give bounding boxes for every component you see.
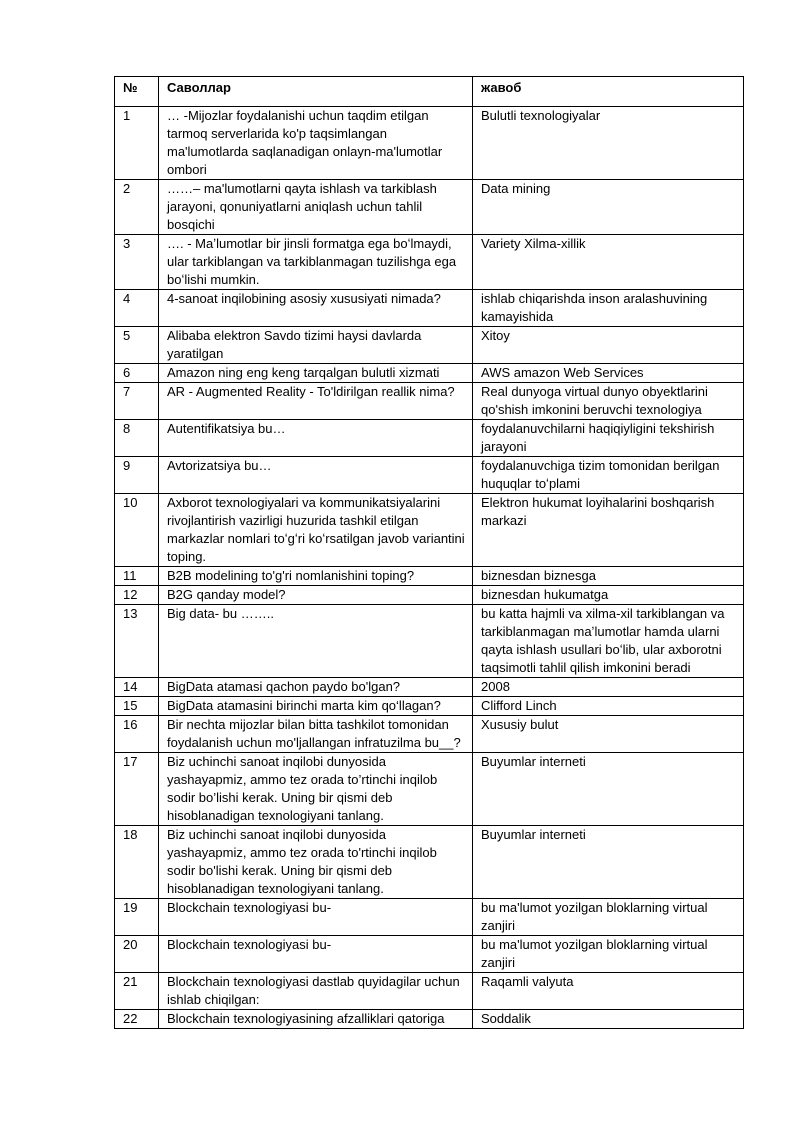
table-header xyxy=(115,77,744,107)
table-row xyxy=(115,973,744,1010)
table-row xyxy=(115,420,744,457)
table-row xyxy=(115,107,744,180)
row-answer: Xitoy xyxy=(473,327,744,364)
header-number: № xyxy=(115,77,159,107)
row-question: Biz uchinchi sanoat inqilobi dunyosida yashayapmiz, ammo tez orada to'rtinchi inqilob sodir bo'lishi kerak. Uning bir qismi deb hisoblanadigan texnologiyani tanlang. xyxy=(159,826,473,899)
table-row xyxy=(115,290,744,327)
row-number: 1 xyxy=(115,107,159,180)
row-question: B2G qanday model? xyxy=(159,586,473,605)
row-answer: Real dunyoga virtual dunyo obyektlarini qo'shish imkonini beruvchi texnologiya xyxy=(473,383,744,420)
row-number: 18 xyxy=(115,826,159,899)
row-number: 7 xyxy=(115,383,159,420)
row-number: 19 xyxy=(115,899,159,936)
row-answer: Variety Xilma-xillik xyxy=(473,235,744,290)
row-answer: Raqamli valyuta xyxy=(473,973,744,1010)
header-row xyxy=(115,77,744,107)
table-row xyxy=(115,457,744,494)
table-row xyxy=(115,494,744,567)
row-number: 15 xyxy=(115,697,159,716)
row-question: Blockchain texnologiyasi bu- xyxy=(159,936,473,973)
row-number: 14 xyxy=(115,678,159,697)
row-answer: foydalanuvchilarni haqiqiyligini tekshirish jarayoni xyxy=(473,420,744,457)
row-question: Blockchain texnologiyasining afzalliklari qatoriga xyxy=(159,1010,473,1029)
table-body xyxy=(115,107,744,1029)
row-number: 10 xyxy=(115,494,159,567)
row-answer: ishlab chiqarishda inson aralashuvining kamayishida xyxy=(473,290,744,327)
row-answer: bu ma'lumot yozilgan bloklarning virtual zanjiri xyxy=(473,899,744,936)
row-answer: bu ma'lumot yozilgan bloklarning virtual zanjiri xyxy=(473,936,744,973)
table-row xyxy=(115,364,744,383)
row-answer: Buyumlar interneti xyxy=(473,753,744,826)
row-question: Amazon ning eng keng tarqalgan bulutli xizmati xyxy=(159,364,473,383)
table-row xyxy=(115,899,744,936)
row-question: Bir nechta mijozlar bilan bitta tashkilot tomonidan foydalanish uchun mo'ljallangan infratuzilma bu__? xyxy=(159,716,473,753)
table-row xyxy=(115,753,744,826)
row-question: ……– ma'lumotlarni qayta ishlash va tarkiblash jarayoni, qonuniyatlarni aniqlash uchun tahlil bosqichi xyxy=(159,180,473,235)
row-answer: Xususiy bulut xyxy=(473,716,744,753)
row-number: 3 xyxy=(115,235,159,290)
row-question: Alibaba elektron Savdo tizimi haysi davlarda yaratilgan xyxy=(159,327,473,364)
row-answer: Elektron hukumat loyihalarini boshqarish markazi xyxy=(473,494,744,567)
row-answer: foydalanuvchiga tizim tomonidan berilgan huquqlar toʻplami xyxy=(473,457,744,494)
row-question: Avtorizatsiya bu… xyxy=(159,457,473,494)
table-row xyxy=(115,567,744,586)
row-number: 2 xyxy=(115,180,159,235)
header-questions: Саволлар xyxy=(159,77,473,107)
row-question: Biz uchinchi sanoat inqilobi dunyosida yashayapmiz, ammo tez orada to’rtinchi inqilob sodir bo’lishi kerak. Uning bir qismi deb hisoblanadigan texnologiyani tanlang. xyxy=(159,753,473,826)
row-question: AR - Augmented Reality - To'ldirilgan reallik nima? xyxy=(159,383,473,420)
table-row xyxy=(115,605,744,678)
row-number: 5 xyxy=(115,327,159,364)
row-question: … -Mijozlar foydalanishi uchun taqdim etilgan tarmoq serverlarida ko'p taqsimlangan ma'lumotlarda saqlanadigan onlayn-ma'lumotlar ombori xyxy=(159,107,473,180)
questions-table xyxy=(114,76,744,1029)
table-row xyxy=(115,826,744,899)
table-row xyxy=(115,180,744,235)
row-question: Blockchain texnologiyasi dastlab quyidagilar uchun ishlab chiqilgan: xyxy=(159,973,473,1010)
row-question: 4-sanoat inqilobining asosiy xususiyati nimada? xyxy=(159,290,473,327)
row-question: …. - Maʼlumotlar bir jinsli formatga ega boʻlmaydi, ular tarkiblangan va tarkiblanmagan tuzilishga ega boʻlishi mumkin. xyxy=(159,235,473,290)
row-answer: biznesdan hukumatga xyxy=(473,586,744,605)
row-number: 9 xyxy=(115,457,159,494)
table-row xyxy=(115,936,744,973)
row-answer: Bulutli texnologiyalar xyxy=(473,107,744,180)
row-number: 13 xyxy=(115,605,159,678)
table-row xyxy=(115,586,744,605)
row-number: 8 xyxy=(115,420,159,457)
row-number: 22 xyxy=(115,1010,159,1029)
row-number: 20 xyxy=(115,936,159,973)
table-row xyxy=(115,235,744,290)
row-number: 17 xyxy=(115,753,159,826)
row-answer: biznesdan biznesga xyxy=(473,567,744,586)
row-answer: Soddalik xyxy=(473,1010,744,1029)
row-answer: AWS amazon Web Services xyxy=(473,364,744,383)
row-number: 6 xyxy=(115,364,159,383)
table-row xyxy=(115,678,744,697)
table-row xyxy=(115,716,744,753)
row-question: BigData atamasini birinchi marta kim qo‘llagan? xyxy=(159,697,473,716)
table-row xyxy=(115,327,744,364)
row-answer: Data mining xyxy=(473,180,744,235)
table-row xyxy=(115,1010,744,1029)
table-row xyxy=(115,697,744,716)
row-answer: Clifford Linch xyxy=(473,697,744,716)
row-question: BigData atamasi qachon paydo bo'lgan? xyxy=(159,678,473,697)
row-number: 21 xyxy=(115,973,159,1010)
row-number: 11 xyxy=(115,567,159,586)
row-question: Autentifikatsiya bu… xyxy=(159,420,473,457)
row-question: Blockchain texnologiyasi bu- xyxy=(159,899,473,936)
row-answer: Buyumlar interneti xyxy=(473,826,744,899)
row-question: B2B modelining to'g'ri nomlanishini toping? xyxy=(159,567,473,586)
row-question: Axborot texnologiyalari va kommunikatsiyalarini rivojlantirish vazirligi huzurida tashkil etilgan markazlar nomlari toʻgʻri koʻrsatilgan javob variantini toping. xyxy=(159,494,473,567)
table-row xyxy=(115,383,744,420)
row-number: 4 xyxy=(115,290,159,327)
row-number: 12 xyxy=(115,586,159,605)
row-number: 16 xyxy=(115,716,159,753)
header-answer: жавоб xyxy=(473,77,744,107)
row-question: Big data- bu …….. xyxy=(159,605,473,678)
row-answer: 2008 xyxy=(473,678,744,697)
row-answer: bu katta hajmli va xilma-xil tarkiblangan va tarkiblanmagan maʼlumotlar hamda ularni qayta ishlash usullari boʻlib, ular axborotni taqsimotli tahlil qilish imkonini beradi xyxy=(473,605,744,678)
